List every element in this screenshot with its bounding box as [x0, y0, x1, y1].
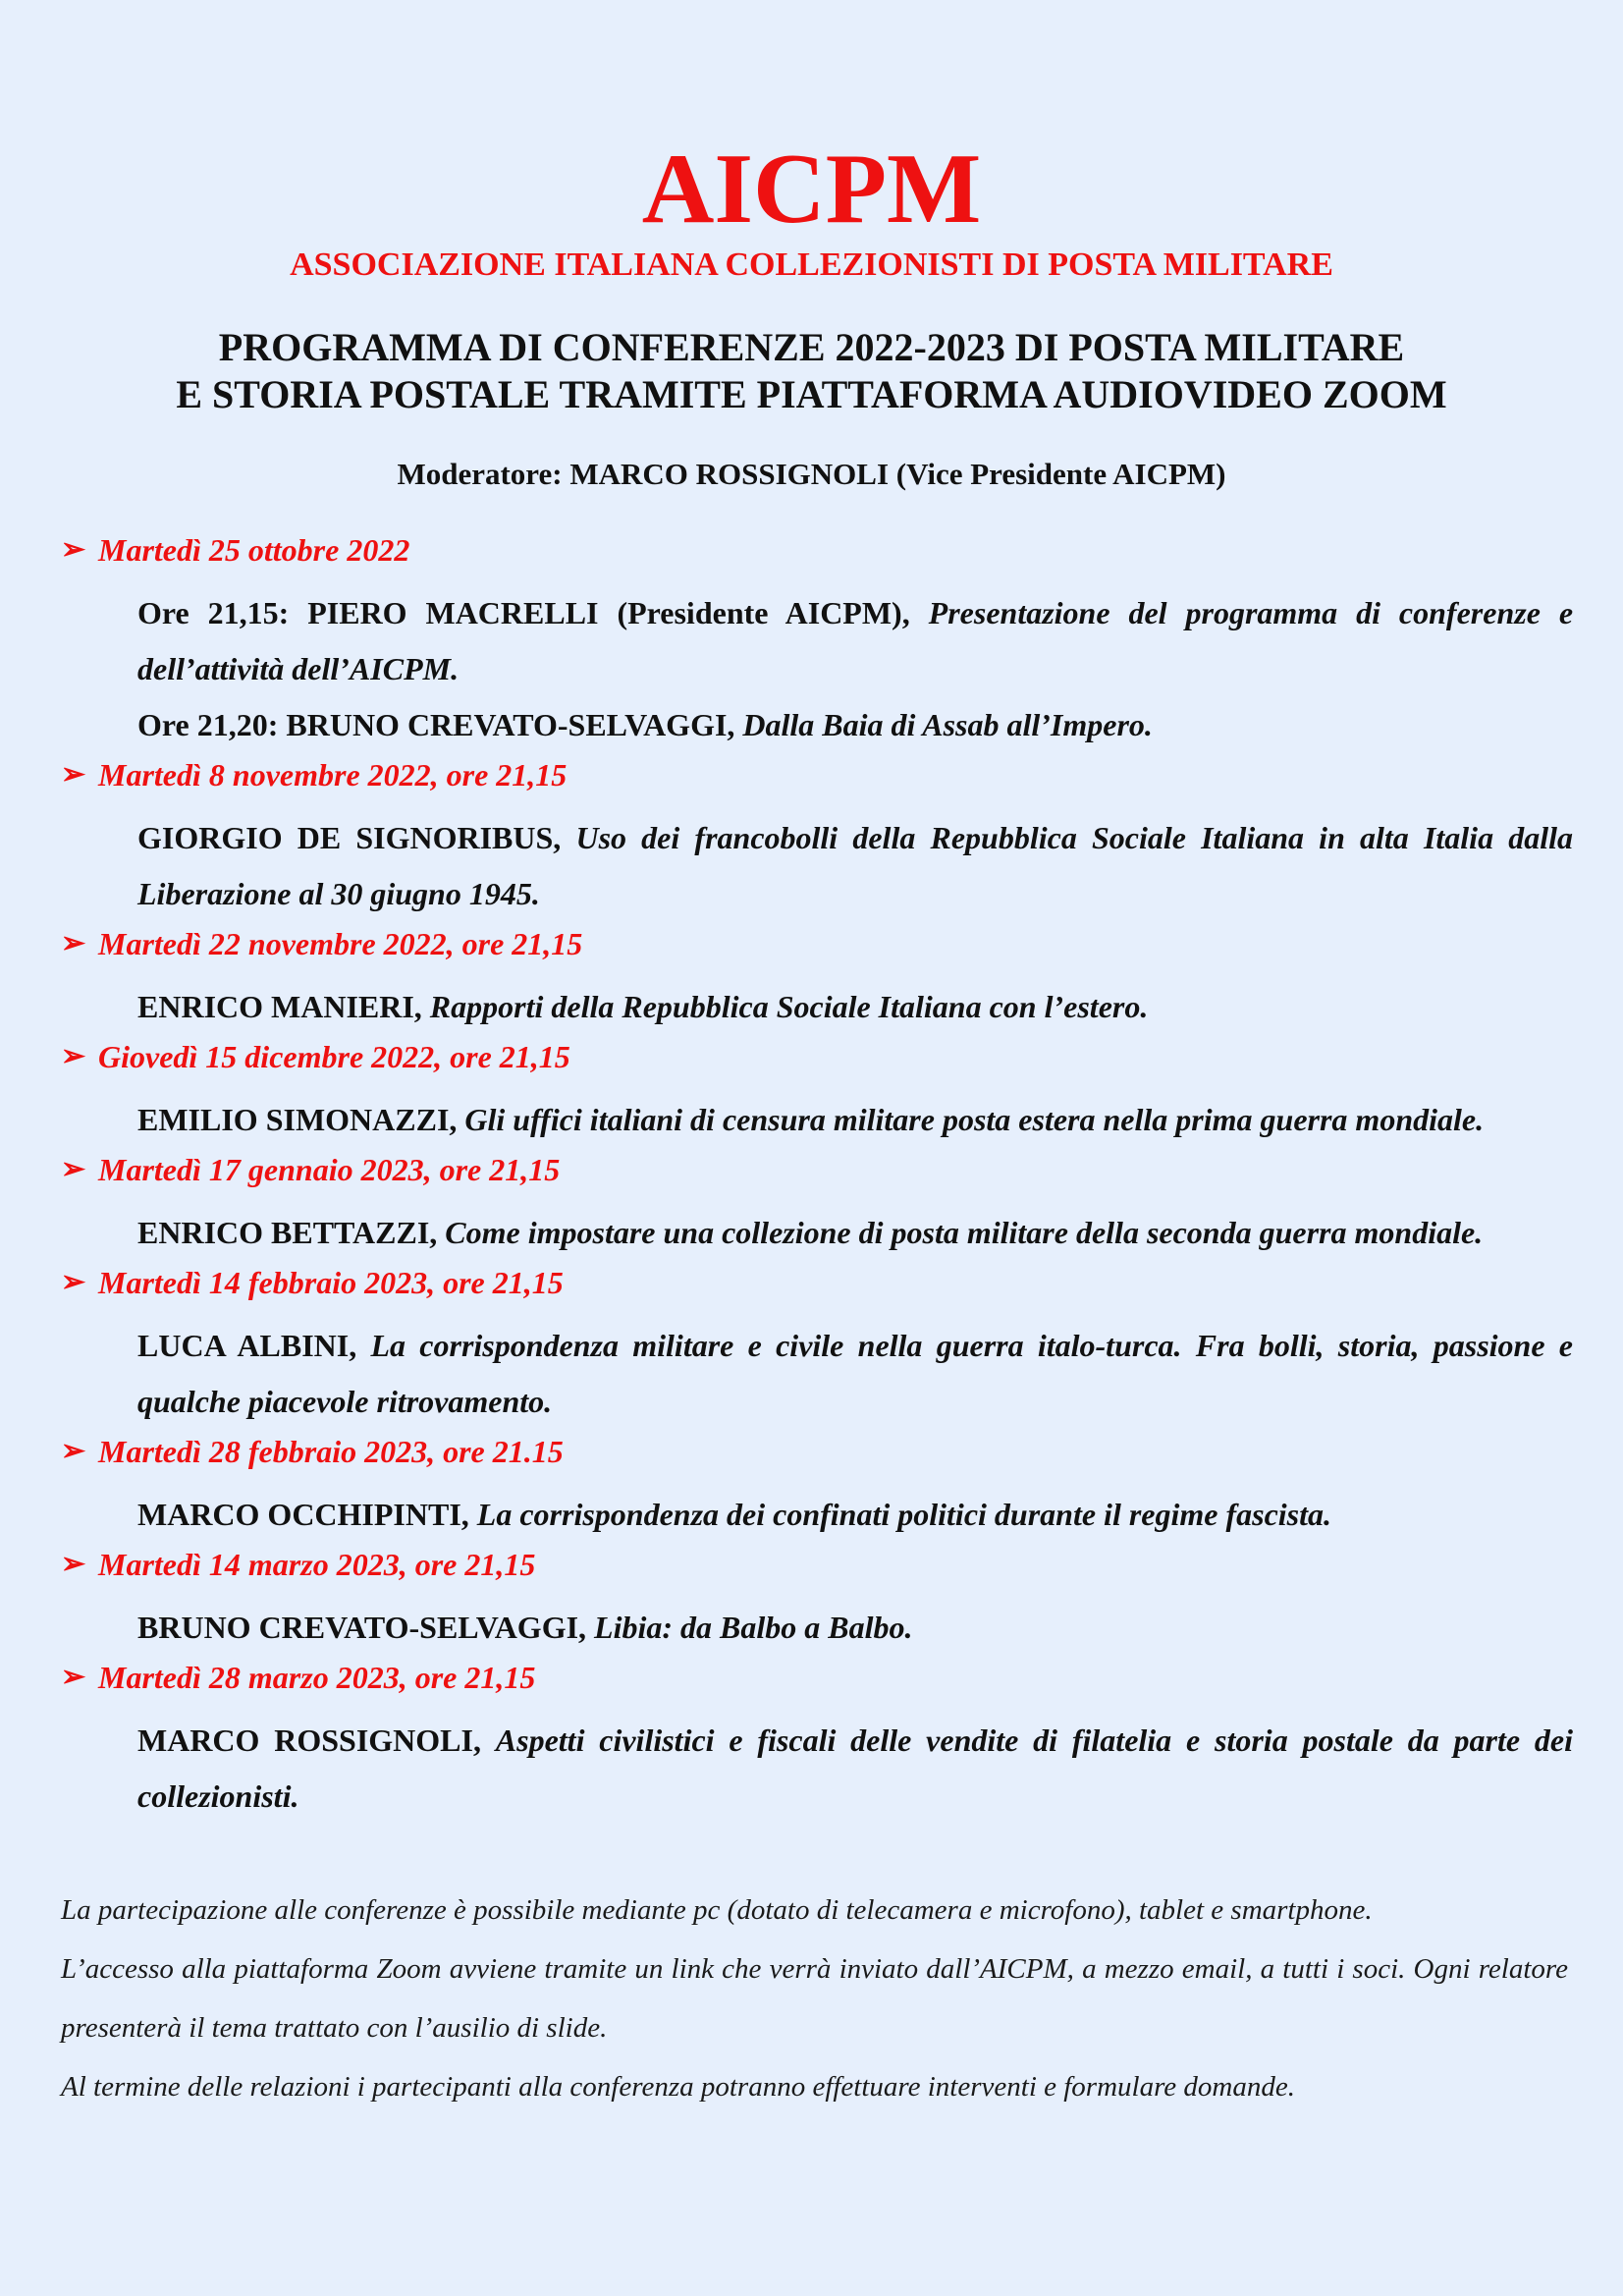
event-item	[61, 1543, 1573, 1656]
talk-entry	[137, 1318, 1573, 1430]
talk-speaker: Ore 21,20: BRUNO CREVATO-SELVAGGI,	[137, 707, 735, 742]
talk-title: La corrispondenza militare e civile nella guerra italo-turca. Fra bolli, storia, passione e qualche piacevole ritrovamento.	[137, 1328, 1574, 1419]
org-abbreviation: AICPM	[641, 134, 982, 245]
arrow-bullet-icon: ➢	[61, 1266, 86, 1298]
arrow-bullet-icon: ➢	[61, 758, 86, 791]
talk-speaker: ENRICO MANIERI,	[137, 989, 422, 1024]
talk-speaker: MARCO OCCHIPINTI,	[137, 1497, 469, 1532]
talk-speaker: BRUNO CREVATO-SELVAGGI,	[137, 1610, 587, 1645]
event-date	[61, 1148, 1573, 1205]
talk-speaker: MARCO ROSSIGNOLI,	[137, 1722, 481, 1758]
arrow-bullet-icon: ➢	[61, 1040, 86, 1072]
talk-speaker: ENRICO BETTAZZI,	[137, 1215, 438, 1250]
org-full-name: ASSOCIAZIONE ITALIANA COLLEZIONISTI DI POSTA MILITARE	[290, 246, 1333, 283]
event-date	[61, 922, 1573, 979]
event-item	[61, 753, 1573, 922]
program-title-line-2: E STORIA POSTALE TRAMITE PIATTAFORMA AUDIOVIDEO ZOOM	[176, 372, 1447, 416]
talk-title: Come impostare una collezione di posta militare della seconda guerra mondiale.	[445, 1215, 1484, 1250]
event-date-text: Giovedì 15 dicembre 2022, ore 21,15	[98, 1039, 570, 1074]
arrow-bullet-icon: ➢	[61, 927, 86, 959]
talk-entry	[137, 1713, 1573, 1825]
talk-entry	[137, 1205, 1573, 1261]
event-date	[61, 1035, 1573, 1092]
talk-speaker: LUCA ALBINI,	[137, 1328, 357, 1363]
arrow-bullet-icon: ➢	[61, 533, 86, 566]
talk-title: Uso dei francobolli della Repubblica Sociale Italiana in alta Italia dalla Liberazione al 30 giugno 1945.	[137, 820, 1574, 911]
footer-notes	[61, 1881, 1568, 2116]
talk-entry	[137, 697, 1573, 753]
event-date-text: Martedì 28 febbraio 2023, ore 21.15	[98, 1434, 564, 1469]
event-item	[61, 1148, 1573, 1261]
talk-title: Presentazione del programma di conferenze e dell’attività dell’AICPM.	[137, 595, 1574, 686]
moderator-line: Moderatore: MARCO ROSSIGNOLI (Vice Presidente AICPM)	[397, 457, 1226, 491]
header	[0, 134, 1623, 493]
program-title	[0, 324, 1623, 418]
talk-speaker: Ore 21,15: PIERO MACRELLI (Presidente AICPM),	[137, 595, 910, 630]
talk-entry	[137, 810, 1573, 922]
event-item	[61, 922, 1573, 1035]
footer-note-access: L’accesso alla piattaforma Zoom avviene tramite un link che verrà inviato dall’AICPM, a mezzo email, a tutti i soci. Ogni relatore presenterà il tema trattato con l’ausilio di slide.	[61, 1953, 1568, 2044]
event-date-text: Martedì 22 novembre 2022, ore 21,15	[98, 926, 583, 961]
event-date	[61, 1543, 1573, 1600]
event-date	[61, 1261, 1573, 1318]
event-item	[61, 1261, 1573, 1430]
talk-entry	[137, 1487, 1573, 1543]
arrow-bullet-icon: ➢	[61, 1661, 86, 1693]
event-date-text: Martedì 8 novembre 2022, ore 21,15	[98, 757, 568, 793]
event-item	[61, 1035, 1573, 1148]
event-date	[61, 528, 1573, 585]
talk-speaker: EMILIO SIMONAZZI,	[137, 1102, 458, 1137]
talk-title: Libia: da Balbo a Balbo.	[594, 1610, 913, 1645]
arrow-bullet-icon: ➢	[61, 1153, 86, 1185]
program-title-line-1: PROGRAMMA DI CONFERENZE 2022-2023 DI POSTA MILITARE	[218, 325, 1405, 369]
talk-title: Gli uffici italiani di censura militare posta estera nella prima guerra mondiale.	[464, 1102, 1485, 1137]
talk-title: Rapporti della Repubblica Sociale Italiana con l’estero.	[429, 989, 1149, 1024]
talk-entry	[137, 1600, 1573, 1656]
arrow-bullet-icon: ➢	[61, 1435, 86, 1467]
events-list	[61, 528, 1573, 1825]
talk-title: Aspetti civilistici e fiscali delle vendite di filatelia e storia postale da parte dei collezionisti.	[137, 1722, 1574, 1814]
talk-entry	[137, 979, 1573, 1035]
footer-note-devices: La partecipazione alle conferenze è possibile mediante pc (dotato di telecamera e microfono), tablet e smartphone.	[61, 1894, 1373, 1926]
event-date-text: Martedì 28 marzo 2023, ore 21,15	[98, 1660, 536, 1695]
talk-title: La corrispondenza dei confinati politici durante il regime fascista.	[476, 1497, 1332, 1532]
event-item	[61, 528, 1573, 753]
talk-title: Dalla Baia di Assab all’Impero.	[742, 707, 1153, 742]
event-date-text: Martedì 14 marzo 2023, ore 21,15	[98, 1547, 536, 1582]
talk-entry	[137, 585, 1573, 697]
event-item	[61, 1430, 1573, 1543]
arrow-bullet-icon: ➢	[61, 1548, 86, 1580]
event-date	[61, 753, 1573, 810]
talk-speaker: GIORGIO DE SIGNORIBUS,	[137, 820, 562, 855]
event-date	[61, 1656, 1573, 1713]
event-item	[61, 1656, 1573, 1825]
event-date-text: Martedì 14 febbraio 2023, ore 21,15	[98, 1265, 564, 1300]
event-date-text: Martedì 25 ottobre 2022	[98, 532, 410, 568]
event-date	[61, 1430, 1573, 1487]
event-date-text: Martedì 17 gennaio 2023, ore 21,15	[98, 1152, 561, 1187]
footer-note-questions: Al termine delle relazioni i partecipanti alla conferenza potranno effettuare interventi e formulare domande.	[61, 2071, 1295, 2103]
talk-entry	[137, 1092, 1573, 1148]
